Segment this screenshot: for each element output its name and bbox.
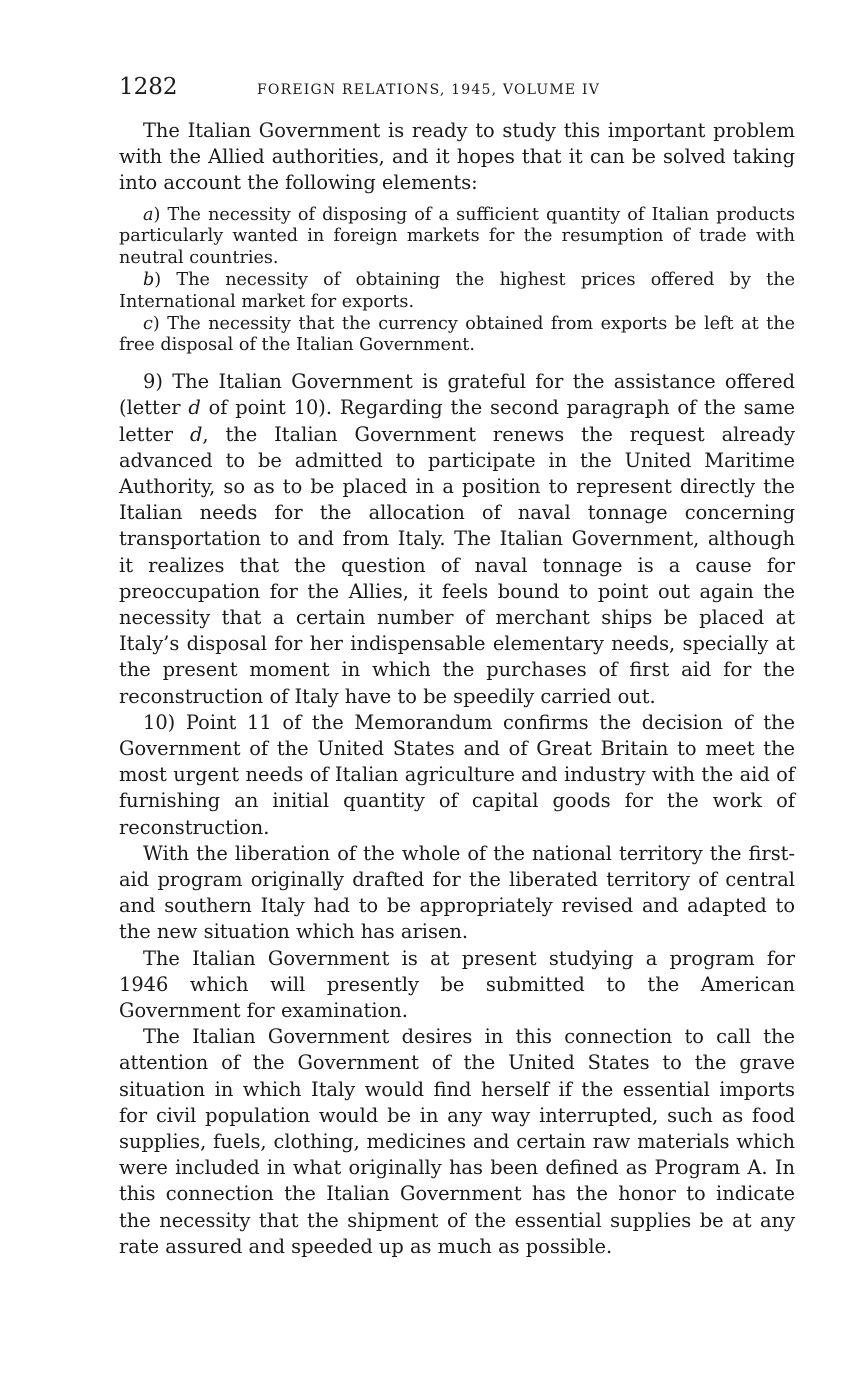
element-b-label: b xyxy=(143,270,155,290)
element-a xyxy=(119,205,795,270)
element-c-label: c xyxy=(143,313,153,334)
grave-situation-paragraph: The Italian Government desires in this connection to call the attention of the Government of the United States to the grave situation in which Italy would find herself if the essential imports for civil population would be in any way interrupted, such as food supplies, fuels, clothing, medicines and certain raw materials which were included in what originally has been defined as Program A. In this connection the Italian Government has the honor to indicate the necessity that the shipment of the essential supplies be at any rate assured and speeded up as much as possible. xyxy=(119,1025,795,1258)
point-9-part-1: 9) The Italian Government is grateful for the assistance offered (letter xyxy=(119,370,795,420)
program-1946-paragraph: The Italian Government is at present studying a program for 1946 which will presently be submitted to the American Government for examination. xyxy=(119,946,795,1023)
point-9-letter-2: d xyxy=(189,422,203,446)
intro-paragraph: The Italian Government is ready to study this important problem with the Allied authorities, and it hopes that it can be solved taking into account the following elements: xyxy=(119,119,795,195)
point-9-paragraph xyxy=(119,369,795,710)
element-c xyxy=(119,314,795,358)
element-a-text: ) The necessity of disposing of a sufficient quantity of Italian products particularly wanted in foreign markets for the resumption of trade with neutral countries. xyxy=(119,204,795,269)
point-9-part-2: of point 10). Regarding the second paragraph of the same letter xyxy=(119,396,795,446)
page-number: 1282 xyxy=(119,74,178,100)
point-9-part-3: , the Italian Government renews the request already advanced to be admitted to participate in the United Maritime Authority, so as to be placed in a position to represent directly the Italian needs for the allocation of naval tonnage concerning transportation to and from Italy. The Italian Government, although it realizes that the question of naval tonnage is a cause for preoccupation for the Allies, it feels bound to point out again the necessity that a certain number of merchant ships be placed at Italy’s disposal for her indispensable elementary needs, specially at the present moment in which the purchases of first aid for the reconstruction of Italy have to be speedily carried out. xyxy=(119,422,796,708)
page-header xyxy=(119,74,795,100)
element-b xyxy=(119,270,795,314)
point-9-letter-1: d xyxy=(188,396,201,420)
document-page xyxy=(119,74,795,1260)
element-b-text: ) The necessity of obtaining the highest prices offered by the International market for exports. xyxy=(119,270,795,312)
liberation-paragraph: With the liberation of the whole of the national territory the first-aid program originally drafted for the liberated territory of central and southern Italy had to be appropriately revised and adapted to the new situation which has arisen. xyxy=(119,841,795,944)
point-10-paragraph: 10) Point 11 of the Memorandum confirms the decision of the Government of the United States and of Great Britain to meet the most urgent needs of Italian agriculture and industry with the aid of furnishing an initial quantity of capital goods for the work of reconstruction. xyxy=(119,710,795,839)
running-head: FOREIGN RELATIONS, 1945, VOLUME IV xyxy=(257,82,601,98)
elements-list xyxy=(119,205,795,358)
element-a-label: a xyxy=(143,204,154,225)
element-c-text: ) The necessity that the currency obtained from exports be left at the free disposal of the Italian Government. xyxy=(119,313,795,356)
